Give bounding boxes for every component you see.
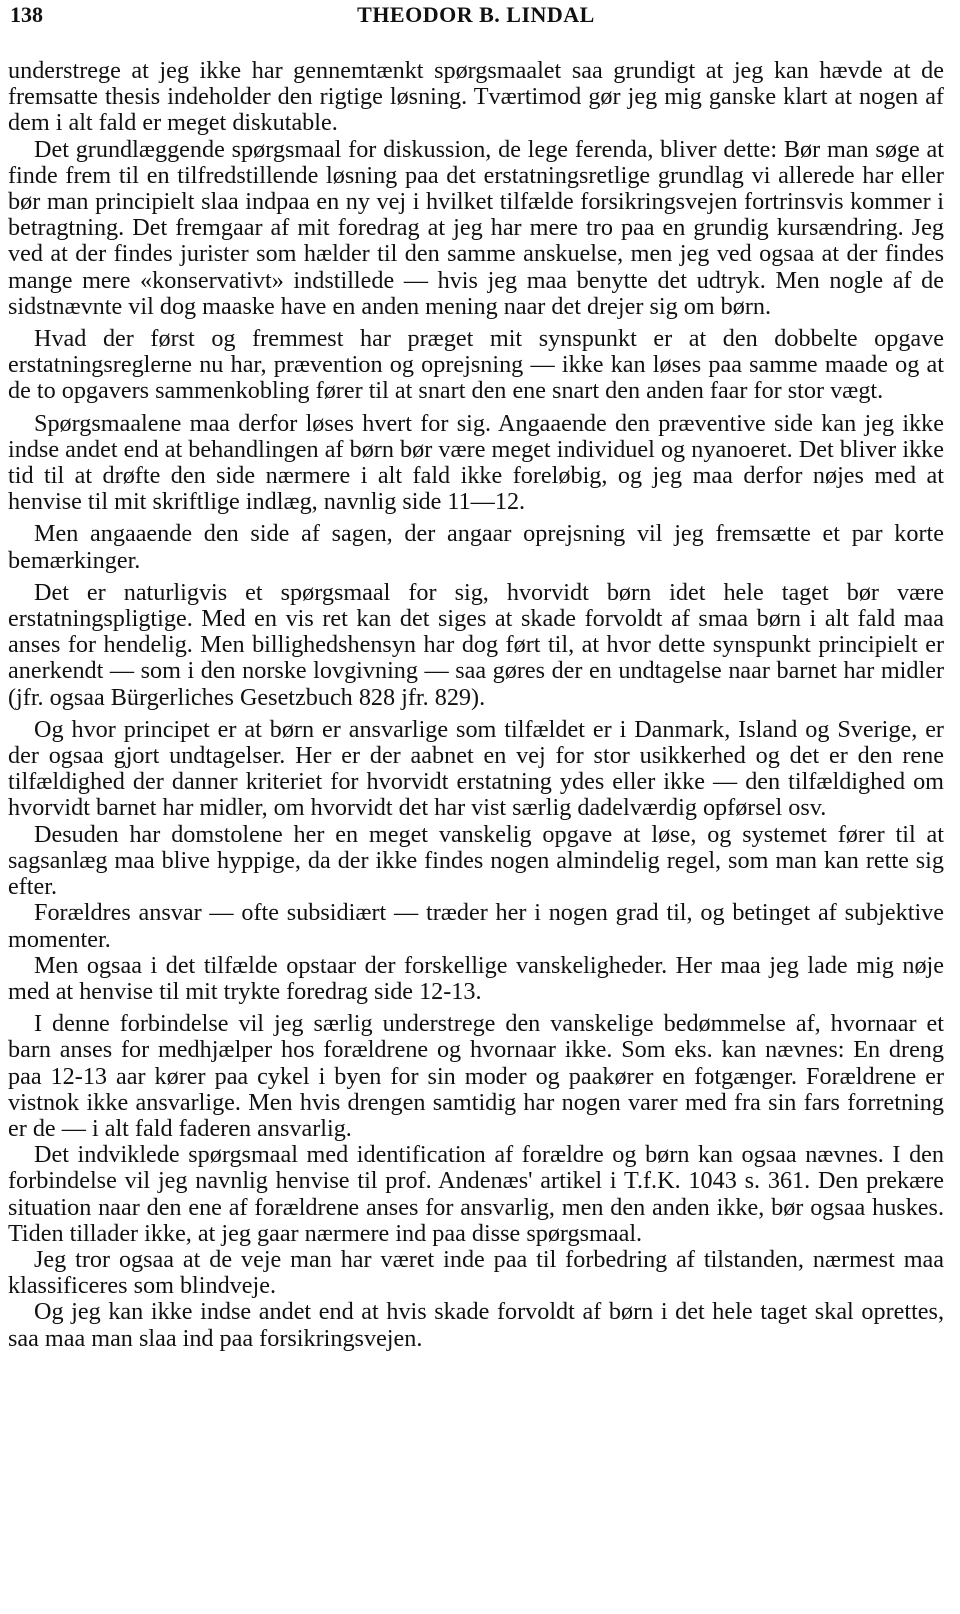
paragraph: Forældres ansvar — ofte subsidiært — træder her i nogen grad til, og betinget af subjektive momenter.: [8, 899, 944, 953]
paragraph: understrege at jeg ikke har gennemtænkt spørgsmaalet saa grundigt at jeg kan hævde at de fremsatte thesis indeholder den rigtige løsning. Tværtimod gør jeg mig ganske klart at nogen af dem i alt fald er meget diskutable.: [8, 57, 944, 137]
paragraph: Det grundlæggende spørgsmaal for diskussion, de lege ferenda, bliver dette: Bør man søge at finde frem til en tilfredstillende løsning paa det erstatningsretlige grundlag vi allerede har eller bør man principielt slaa indpaa en ny vej i hvilket tilfælde forsikringsvejen fortrinsvis kommer i betragtning. Det fremgaar af mit foredrag at jeg har mere tro paa en grundig kursændring. Jeg ved at der findes jurister som hælder til den samme anskuelse, men jeg ved ogsaa at der findes mange mere «konservativt» indstillede — hvis jeg maa benytte det udtryk. Men nogle af de sidstnævnte vil dog maaske have en anden mening naar det drejer sig om børn.: [8, 135, 944, 320]
document-page: [8, 0, 944, 1352]
paragraph: Spørgsmaalene maa derfor løses hvert for sig. Angaaende den præventive side kan jeg ikke indse andet end at behandlingen af børn bør være meget individuel og nyanoeret. Det bliver ikke tid til at drøfte den side nærmere i alt fald ikke foreløbig, og jeg maa derfor nøjes med at henvise til mit skriftlige indlæg, navnlig side 11—12.: [8, 409, 944, 516]
paragraph: Det indviklede spørgsmaal med identification af forældre og børn kan ogsaa nævnes. I den forbindelse vil jeg navnlig henvise til prof. Andenæs' artikel i T.f.K. 1043 s. 361. Den prekære situation naar den ene af forældrene anses for ansvarlig, men den anden ikke, bør ogsaa huskes. Tiden tillader ikke, at jeg gaar nærmere ind paa disse spørgsmaal.: [8, 1141, 944, 1247]
paragraph: Men angaaende den side af sagen, der angaar oprejsning vil jeg fremsætte et par korte bemærkinger.: [8, 520, 944, 574]
paragraph: Hvad der først og fremmest har præget mit synspunkt er at den dobbelte opgave erstatningsreglerne nu har, prævention og oprejsning — ikke kan løses paa samme maade og at de to opgavers sammenkobling fører til at snart den ene snart den anden faar for stor vægt.: [8, 325, 944, 405]
paragraph: Og jeg kan ikke indse andet end at hvis skade forvoldt af børn i det hele taget skal oprettes, saa maa man slaa ind paa forsikringsvejen.: [8, 1298, 944, 1352]
paragraph: I denne forbindelse vil jeg særlig understrege den vanskelige bedømmelse af, hvornaar et barn anses for medhjælper hos forældrene og hvornaar ikke. Som eks. kan nævnes: En dreng paa 12-13 aar kører paa cykel i byen for sin moder og paakører en fotgænger. Forældrene er vistnok ikke ansvarlige. Men hvis drengen samtidig har nogen varer med fra sin fars forretning er de — i alt fald faderen ansvarlig.: [8, 1010, 944, 1142]
paragraph: Desuden har domstolene her en meget vanskelig opgave at løse, og systemet fører til at sagsanlæg maa blive hyppige, da der ikke findes nogen almindelig regel, som man kan rette sig efter.: [8, 820, 944, 901]
page-number: 138: [10, 2, 43, 27]
paragraph: Men ogsaa i det tilfælde opstaar der forskellige vanskeligheder. Her maa jeg lade mig nøje med at henvise til mit trykte foredrag side 12-13.: [8, 951, 944, 1005]
body-text: [8, 58, 944, 1352]
paragraph: Jeg tror ogsaa at de veje man har været inde paa til forbedring af tilstanden, nærmest maa klassificeres som blindveje.: [8, 1245, 944, 1300]
paragraph: Og hvor principet er at børn er ansvarlige som tilfældet er i Danmark, Island og Sverige, er der ogsaa gjort undtagelser. Her er der aabnet en vej for stor usikkerhed og det er den rene tilfældighed der danner kriteriet for hvorvidt erstatning ydes eller ikke — den tilfældighed om hvorvidt barnet har midler, om hvorvidt det har vist særlig dadelværdig opførsel osv.: [8, 715, 944, 822]
page-header: [8, 2, 944, 32]
running-head: THEODOR B. LINDAL: [357, 2, 595, 27]
paragraph: Det er naturligvis et spørgsmaal for sig, hvorvidt børn idet hele taget bør være erstatningspligtige. Med en vis ret kan det siges at skade forvoldt af smaa børn i alt fald maa anses for hendelig. Men billighedshensyn har dog ført til, at hvor dette synspunkt principielt er anerkendt — som i den norske lovgivning — saa gøres der en undtagelse naar barnet har midler (jfr. ogsaa Bürgerliches Gesetzbuch 828 jfr. 829).: [8, 578, 944, 711]
